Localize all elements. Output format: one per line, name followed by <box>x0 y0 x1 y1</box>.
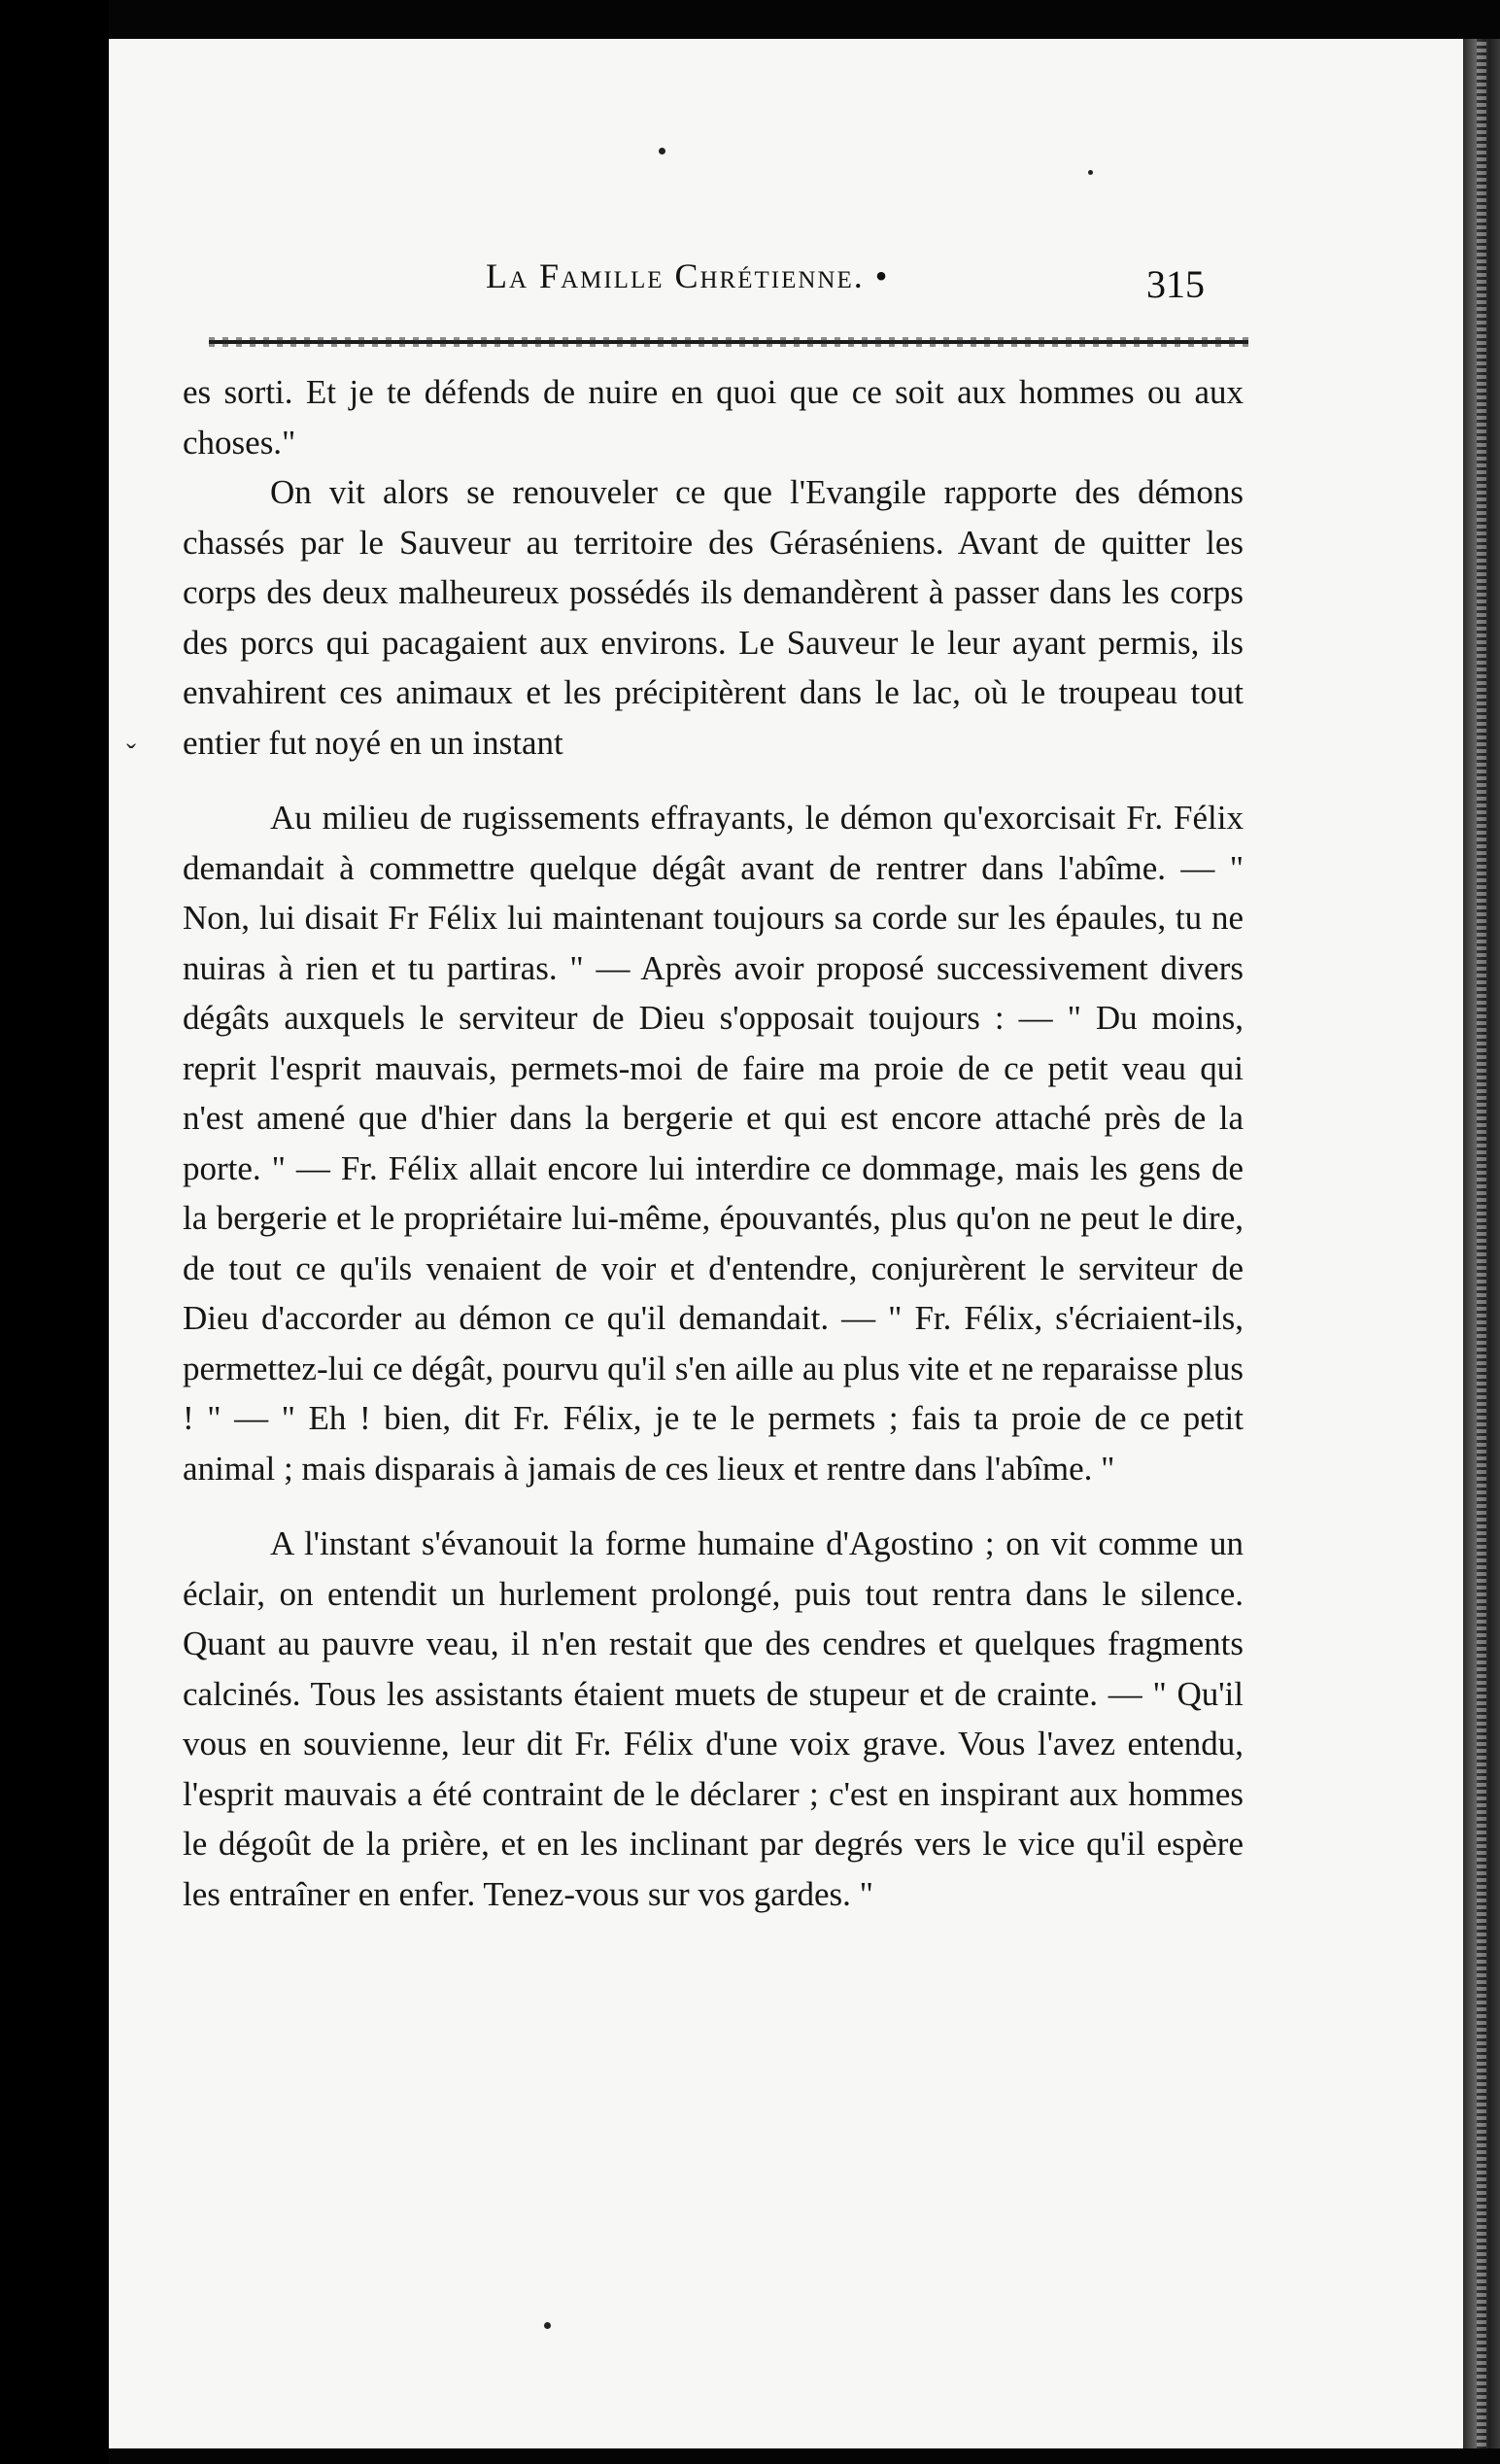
body-text <box>183 367 1244 1919</box>
paragraph: es sorti. Et je te défends de nuire en quoi que ce soit aux hommes ou aux choses." <box>183 373 1244 462</box>
scan-left-border <box>0 0 109 2464</box>
running-title: La Famille Chrétienne. • <box>486 257 890 295</box>
speck <box>1088 170 1093 175</box>
margin-mark: ˇ <box>126 738 136 770</box>
paragraph: A l'instant s'évanouit la forme humaine d'Agostino ; on vit comme un éclair, on entendit un hurlement prolongé, puis tout rentra dans le silence. Quant au pauvre veau, il n'en restait que des cendres et quelques fragments calcinés. Tous les assistants étaient muets de stupeur et de crainte. — " Qu'il vous en souvienne, leur dit Fr. Félix d'une voix grave. Vous l'avez entendu, l'esprit mauvais a été contraint de le déclarer ; c'est en inspirant aux hommes le dégoût de la prière, et en les inclinant par degrés vers le vice qu'il espère les entraîner en enfer. Tenez-vous sur vos gardes. " <box>183 1524 1244 1913</box>
page-number: 315 <box>1146 262 1205 306</box>
speck <box>659 148 665 154</box>
header-rule-dots <box>209 337 1248 347</box>
paragraph: Au milieu de rugissements effrayants, le démon qu'exorcisait Fr. Félix demandait à commettre quelque dégât avant de rentrer dans l'abîme. — " Non, lui disait Fr Félix lui maintenant toujours sa corde sur les épaules, tu ne nuiras à rien et tu partiras. " — Après avoir proposé successivement divers dégâts auxquels le serviteur de Dieu s'opposait toujours : — " Du moins, reprit l'esprit mauvais, permets-moi de faire ma proie de ce petit veau qui n'est amené que d'hier dans la bergerie et qui est encore attaché près de la porte. " — Fr. Félix allait encore lui interdire ce dommage, mais les gens de la bergerie et le propriétaire lui-même, épouvantés, plus qu'on ne peut le dire, de tout ce qu'ils venaient de voir et d'entendre, conjurèrent le serviteur de Dieu d'accorder au démon ce qu'il demandait. — " Fr. Félix, s'écriaient-ils, permettez-lui ce dégât, pourvu qu'il s'en aille au plus vite et ne reparaisse plus ! " — " Eh ! bien, dit Fr. Félix, je te le permets ; fais ta proie de ce petit animal ; mais disparais à jamais de ces lieux et rentre dans l'abîme. " <box>183 799 1244 1488</box>
paragraph: On vit alors se renouveler ce que l'Evangile rapporte des démons chassés par le Sauveur au territoire des Géraséniens. Avant de quitter les corps des deux malheureux possédés ils demandèrent à passer dans les corps des porcs qui pacagaient aux environs. Le Sauveur le leur ayant permis, ils envahirent ces animaux et les précipitèrent dans le lac, où le troupeau tout entier fut noyé en un instant <box>183 473 1244 762</box>
book-spine-texture <box>1477 39 1486 2448</box>
page-header <box>486 248 1263 316</box>
speck <box>544 2322 551 2329</box>
